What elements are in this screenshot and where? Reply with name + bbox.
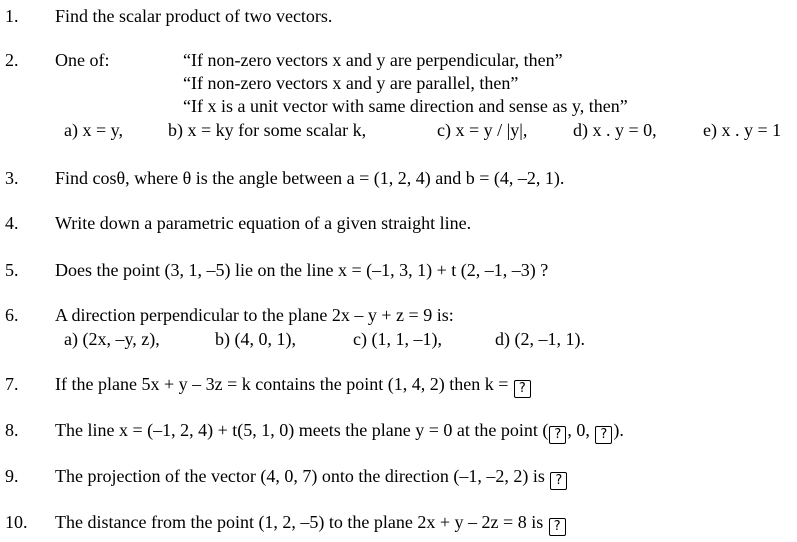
question-7 — [0, 371, 797, 397]
question-text: If the plane 5x + y – 3z = k contains the point (1, 4, 2) then k = — [55, 374, 509, 394]
question-number: 6. — [5, 305, 19, 325]
option-c: c) (1, 1, –1), — [353, 329, 442, 349]
question-text: A direction perpendicular to the plane 2x – y + z = 9 is: — [55, 305, 454, 325]
question-8 — [0, 417, 797, 443]
option-a: a) x = y, — [64, 120, 123, 140]
option-a: a) (2x, –y, z), — [64, 329, 160, 349]
question-number: 2. — [5, 50, 19, 70]
answer-placeholder-icon: ? — [549, 518, 566, 536]
question-number: 7. — [5, 374, 19, 394]
question-text-wrap — [55, 463, 568, 490]
question-text: Does the point (3, 1, –5) lie on the line x = (–1, 3, 1) + t (2, –1, –3) ? — [55, 260, 549, 280]
question-text-b: , 0, — [567, 420, 595, 440]
question-number: 3. — [5, 168, 19, 188]
question-number: 4. — [5, 213, 19, 233]
question-text-wrap — [55, 417, 624, 444]
question-2-options — [0, 117, 797, 143]
question-text-wrap — [55, 371, 532, 398]
answer-placeholder-icon: ? — [514, 380, 531, 398]
question-lead: One of: — [55, 50, 110, 70]
option-d: d) (2, –1, 1). — [495, 329, 585, 349]
question-text: The distance from the point (1, 2, –5) to the plane 2x + y – 2z = 8 is — [55, 512, 544, 532]
option-e: e) x . y = 1 — [703, 120, 782, 140]
question-9 — [0, 463, 797, 489]
option-c: c) x = y / |y|, — [437, 120, 528, 140]
question-number: 1. — [5, 6, 19, 26]
answer-placeholder-icon: ? — [550, 472, 567, 490]
question-number: 5. — [5, 260, 19, 280]
question-text-a: The line x = (–1, 2, 4) + t(5, 1, 0) meets the plane y = 0 at the point ( — [55, 420, 549, 440]
statement-1: “If non-zero vectors x and y are perpendicular, then” — [183, 50, 563, 70]
statement-3: “If x is a unit vector with same direction and sense as y, then” — [183, 96, 628, 116]
question-text-wrap — [55, 509, 567, 536]
question-number: 8. — [5, 420, 19, 440]
answer-placeholder-icon: ? — [595, 426, 612, 444]
question-number: 10. — [5, 512, 28, 532]
question-5 — [0, 257, 797, 283]
question-6 — [0, 302, 797, 328]
statement-2: “If non-zero vectors x and y are parallel, then” — [183, 73, 519, 93]
question-4 — [0, 210, 797, 236]
option-b: b) (4, 0, 1), — [215, 329, 296, 349]
answer-placeholder-icon: ? — [549, 426, 566, 444]
question-text: The projection of the vector (4, 0, 7) onto the direction (–1, –2, 2) is — [55, 466, 545, 486]
question-2-line-3 — [0, 93, 797, 119]
question-text: Find the scalar product of two vectors. — [55, 6, 333, 26]
option-b: b) x = ky for some scalar k, — [168, 120, 367, 140]
question-text: Find cosθ, where θ is the angle between a = (1, 2, 4) and b = (4, –2, 1). — [55, 168, 565, 188]
question-3 — [0, 165, 797, 191]
question-text-c: ). — [613, 420, 624, 440]
question-10 — [0, 509, 797, 535]
question-1 — [0, 3, 797, 29]
question-text: Write down a parametric equation of a given straight line. — [55, 213, 472, 233]
question-6-options — [0, 326, 797, 352]
question-number: 9. — [5, 466, 19, 486]
option-d: d) x . y = 0, — [573, 120, 657, 140]
